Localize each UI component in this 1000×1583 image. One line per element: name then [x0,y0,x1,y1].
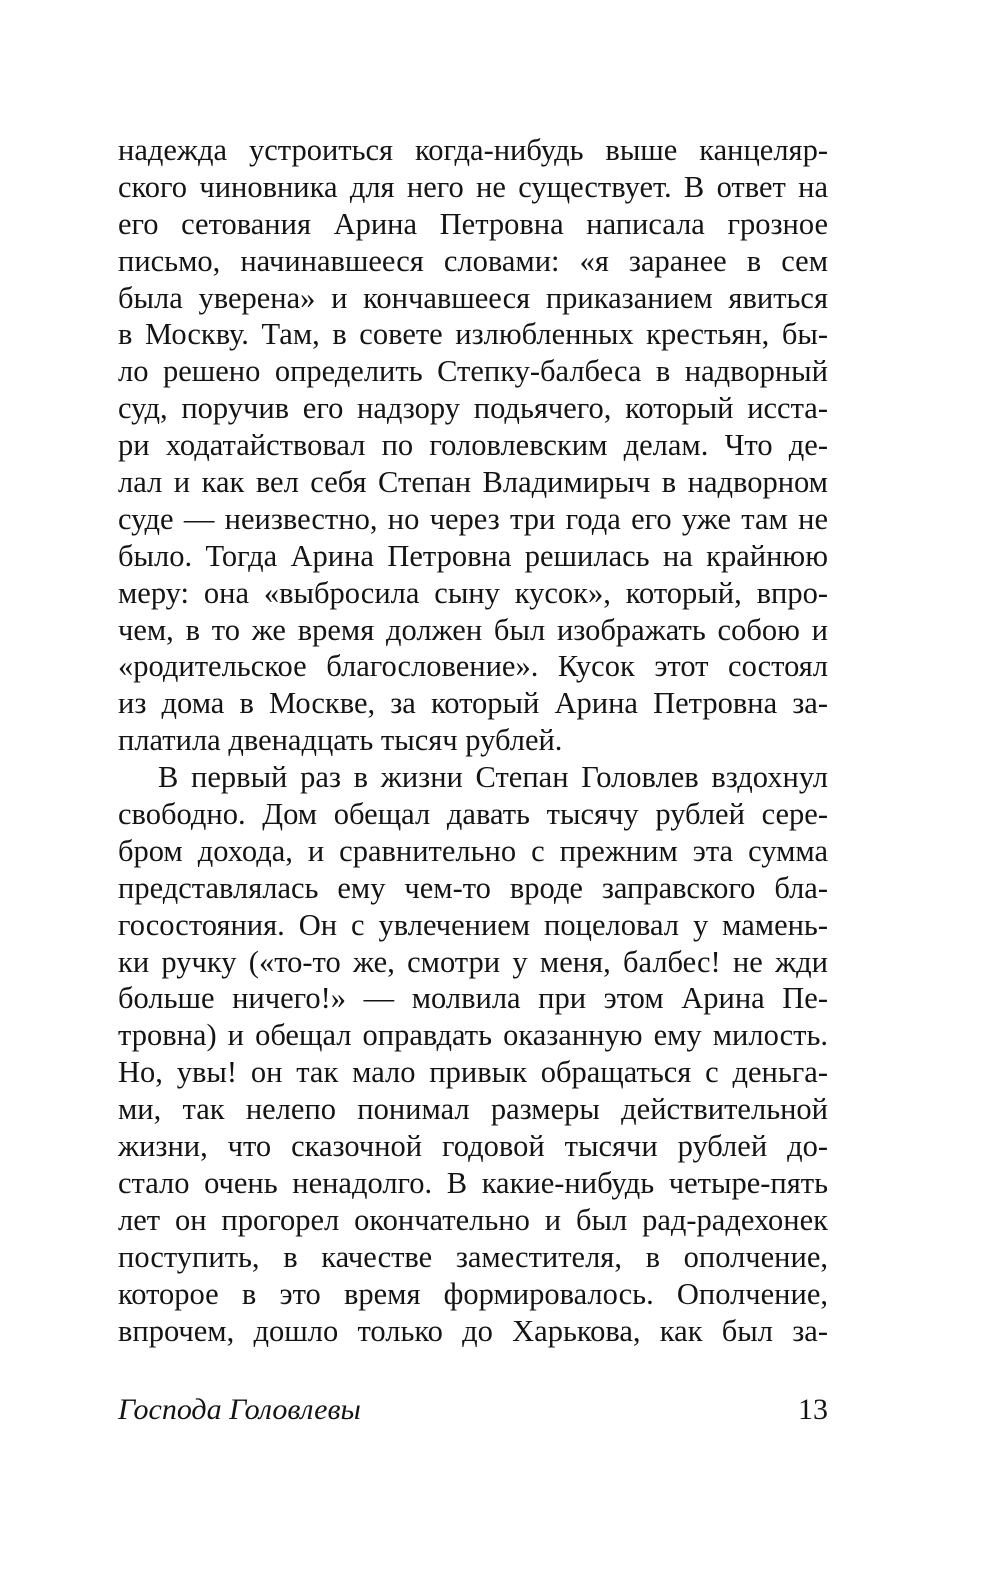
text-line: Но, увы! он так мало привык обращаться с деньга- [118,1055,828,1090]
text-line: госостояния. Он с увлечением поцеловал у мамень- [118,907,828,942]
text-line: больше ничего!» — молвила при этом Арина Пе- [118,981,828,1016]
text-line: лал и как вел себя Степан Владимирыч в надворном [118,465,828,500]
text-line: его сетования Арина Петровна написала грозное [118,206,828,241]
text-line: суд, поручив его надзору подьячего, который исста- [118,391,828,426]
text-line: которое в это время формировалось. Ополчение, [118,1276,828,1311]
text-line: впрочем, дошло только до Харькова, как был за- [118,1313,828,1348]
text-line: «родительское благословение». Кусок этот состоял [118,649,828,684]
text-line: жизни, что сказочной годовой тысячи рублей до- [118,1129,828,1164]
text-line: платила двенадцать тысяч рублей. [118,723,563,758]
text-line: тровна) и обещал оправдать оказанную ему милость. [118,1018,828,1053]
page-footer [118,1390,828,1430]
text-line: лет он прогорел окончательно и был рад-радехонек [118,1202,828,1237]
text-line: ского чиновника для него не существует. В ответ на [118,169,828,204]
body-text [118,132,828,1349]
text-line: было. Тогда Арина Петровна решилась на крайнюю [118,538,828,573]
text-line: была уверена» и кончавшееся приказанием явиться [118,280,828,315]
running-title: Господа Головлевы [118,1393,361,1426]
text-line: В первый раз в жизни Степан Головлев вздохнул [158,760,828,795]
text-line: из дома в Москве, за который Арина Петровна за- [118,686,828,721]
text-line: стало очень ненадолго. В какие-нибудь четыре-пять [118,1165,828,1200]
text-line: в Москву. Там, в совете излюбленных крестьян, бы- [118,317,828,352]
text-line: ми, так нелепо понимал размеры действительной [118,1092,828,1127]
text-line: меру: она «выбросила сыну кусок», который, впро- [118,575,828,610]
text-line: свободно. Дом обещал давать тысячу рублей сере- [118,797,828,832]
text-line: чем, в то же время должен был изображать собою и [118,612,828,647]
text-line: поступить, в качестве заместителя, в ополчение, [118,1239,828,1274]
text-line: надежда устроиться когда-нибудь выше канцеляр- [118,133,828,167]
text-line: ри ходатайствовал по головлевским делам. Что де- [118,428,828,463]
page-number: 13 [798,1393,828,1426]
text-line: бром дохода, и сравнительно с прежним эта сумма [118,833,828,868]
text-line: ло решено определить Степку-балбеса в надворный [118,354,828,389]
text-line: письмо, начинавшееся словами: «я заранее в сем [118,243,828,278]
paragraph-2 [118,759,828,1349]
text-line: суде — неизвестно, но через три года его уже там не [118,501,828,536]
paragraph-1 [118,132,828,759]
text-line: ки ручку («то-то же, смотри у меня, балбес! не жди [118,944,828,979]
text-line: представлялась ему чем-то вроде заправского бла- [118,870,828,905]
